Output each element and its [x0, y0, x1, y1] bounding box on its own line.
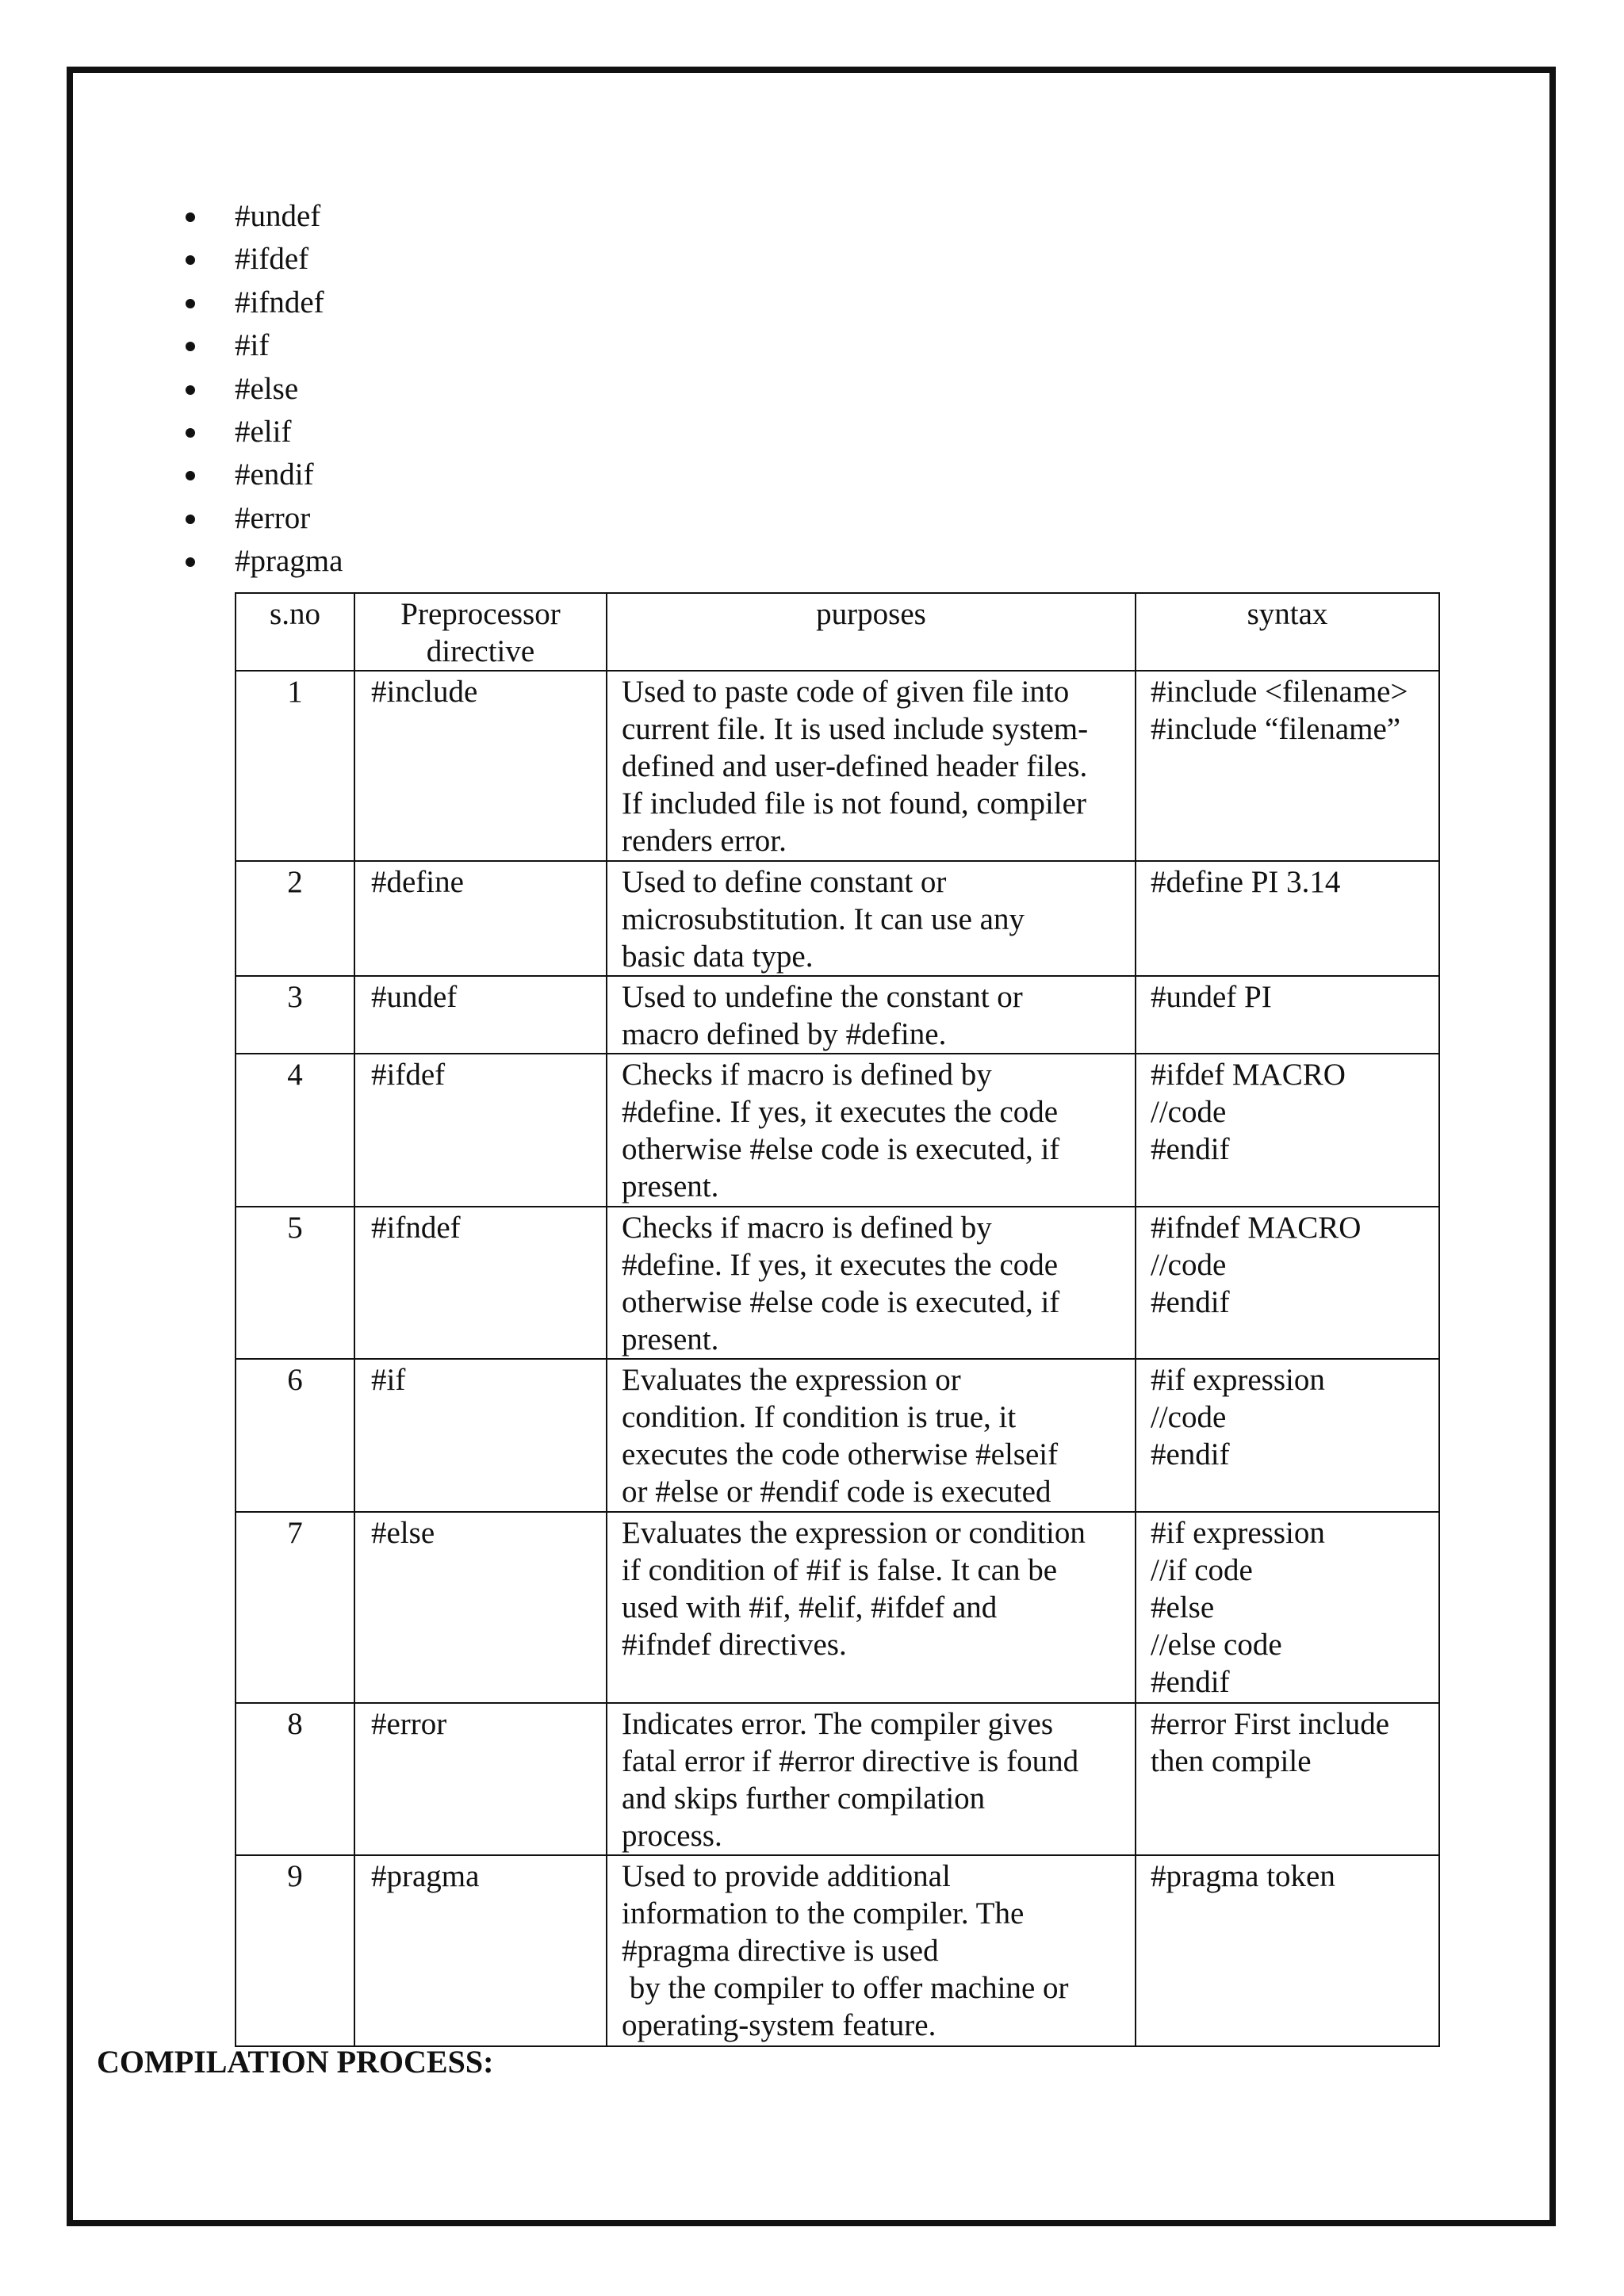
- directive-syntax: [1136, 671, 1439, 861]
- section-heading: COMPILATION PROCESS:: [97, 2044, 494, 2080]
- purpose-line: used with #if, #elif, #ifdef and: [622, 1590, 998, 1624]
- table-row: [236, 1359, 1439, 1512]
- purpose-line: operating-system feature.: [622, 2008, 936, 2042]
- syntax-line: #define PI 3.14: [1151, 865, 1341, 899]
- directive-purpose: [607, 1512, 1136, 1703]
- purpose-line: macro defined by #define.: [622, 1017, 947, 1051]
- syntax-line: #if expression: [1151, 1516, 1325, 1550]
- header-purposes: purposes: [607, 593, 1136, 671]
- table-row: [236, 976, 1439, 1054]
- directive-purpose: [607, 671, 1136, 861]
- syntax-line: //else code: [1151, 1628, 1282, 1662]
- row-number: 4: [236, 1054, 354, 1207]
- header-syntax: syntax: [1136, 593, 1439, 671]
- row-number: 9: [236, 1855, 354, 2046]
- table-body: [236, 671, 1439, 2046]
- directive-purpose: [607, 1703, 1136, 1855]
- table-row: [236, 1512, 1439, 1703]
- purpose-line: Used to undefine the constant or: [622, 980, 1023, 1014]
- syntax-line: #endif: [1151, 1437, 1230, 1471]
- row-number: 6: [236, 1359, 354, 1512]
- list-item: #if: [182, 324, 343, 367]
- directive-name: #include: [354, 671, 607, 861]
- table-header-row: [236, 593, 1439, 671]
- list-item: #else: [182, 368, 343, 411]
- directive-purpose: [607, 861, 1136, 976]
- directive-name: #if: [354, 1359, 607, 1512]
- directive-purpose: [607, 976, 1136, 1054]
- list-item: #undef: [182, 195, 343, 238]
- directive-name: #define: [354, 861, 607, 976]
- syntax-line: #include “filename”: [1151, 712, 1401, 746]
- purpose-line: Indicates error. The compiler gives: [622, 1707, 1054, 1741]
- purpose-line: Evaluates the expression or condition: [622, 1516, 1086, 1550]
- purpose-line: Evaluates the expression or: [622, 1363, 961, 1397]
- purpose-line: information to the compiler. The: [622, 1896, 1025, 1931]
- row-number: 1: [236, 671, 354, 861]
- syntax-line: //if code: [1151, 1553, 1253, 1587]
- list-item: #ifdef: [182, 238, 343, 281]
- directive-name: #error: [354, 1703, 607, 1855]
- purpose-line: #pragma directive is used: [622, 1934, 939, 1968]
- directive-purpose: [607, 1054, 1136, 1207]
- syntax-line: //code: [1151, 1095, 1227, 1129]
- list-item: #elif: [182, 411, 343, 453]
- row-number: 5: [236, 1207, 354, 1359]
- syntax-line: #undef PI: [1151, 980, 1272, 1014]
- purpose-line: current file. It is used include system-: [622, 712, 1089, 746]
- purpose-line: condition. If condition is true, it: [622, 1400, 1017, 1434]
- directive-syntax: [1136, 1207, 1439, 1359]
- purpose-line: #ifndef directives.: [622, 1628, 847, 1662]
- purpose-line: or #else or #endif code is executed: [622, 1475, 1051, 1509]
- directive-name: #undef: [354, 976, 607, 1054]
- purpose-line: if condition of #if is false. It can be: [622, 1553, 1058, 1587]
- purpose-line: Checks if macro is defined by: [622, 1058, 992, 1092]
- directive-syntax: [1136, 1512, 1439, 1703]
- purpose-line: otherwise #else code is executed, if: [622, 1132, 1060, 1166]
- syntax-line: #ifndef MACRO: [1151, 1211, 1362, 1245]
- directive-syntax: [1136, 1855, 1439, 2046]
- syntax-line: #if expression: [1151, 1363, 1325, 1397]
- table-row: [236, 861, 1439, 976]
- purpose-line: microsubstitution. It can use any: [622, 902, 1025, 936]
- purpose-line: present.: [622, 1322, 719, 1357]
- syntax-line: #include <filename>: [1151, 675, 1408, 709]
- list-item: #ifndef: [182, 281, 343, 324]
- syntax-line: #error First include: [1151, 1707, 1390, 1741]
- directive-purpose: [607, 1855, 1136, 2046]
- directive-syntax: [1136, 861, 1439, 976]
- directive-syntax: [1136, 1359, 1439, 1512]
- purpose-line: If included file is not found, compiler: [622, 786, 1086, 821]
- purpose-line: by the compiler to offer machine or: [622, 1971, 1069, 2005]
- purpose-line: and skips further compilation: [622, 1781, 986, 1816]
- purpose-line: fatal error if #error directive is found: [622, 1744, 1079, 1778]
- table-row: [236, 1703, 1439, 1855]
- purpose-line: #define. If yes, it executes the code: [622, 1248, 1059, 1282]
- row-number: 7: [236, 1512, 354, 1703]
- header-directive: Preprocessor directive: [354, 593, 607, 671]
- purpose-line: basic data type.: [622, 939, 814, 974]
- purpose-line: defined and user-defined header files.: [622, 749, 1088, 783]
- directive-bullet-list: [182, 195, 343, 584]
- purpose-line: Used to paste code of given file into: [622, 675, 1070, 709]
- syntax-line: //code: [1151, 1400, 1227, 1434]
- syntax-line: #pragma token: [1151, 1859, 1335, 1893]
- directive-purpose: [607, 1359, 1136, 1512]
- purpose-line: otherwise #else code is executed, if: [622, 1285, 1060, 1319]
- row-number: 8: [236, 1703, 354, 1855]
- preprocessor-directives-table: [235, 592, 1440, 2047]
- syntax-line: //code: [1151, 1248, 1227, 1282]
- syntax-line: then compile: [1151, 1744, 1312, 1778]
- directive-name: #ifndef: [354, 1207, 607, 1359]
- row-number: 3: [236, 976, 354, 1054]
- purpose-line: Checks if macro is defined by: [622, 1211, 992, 1245]
- directive-name: #ifdef: [354, 1054, 607, 1207]
- purpose-line: Used to define constant or: [622, 865, 947, 899]
- purpose-line: executes the code otherwise #elseif: [622, 1437, 1059, 1471]
- directive-purpose: [607, 1207, 1136, 1359]
- table-row: [236, 671, 1439, 861]
- row-number: 2: [236, 861, 354, 976]
- list-item: #pragma: [182, 540, 343, 583]
- purpose-line: process.: [622, 1819, 722, 1853]
- syntax-line: #endif: [1151, 1665, 1230, 1699]
- list-item: #error: [182, 497, 343, 540]
- syntax-line: #ifdef MACRO: [1151, 1058, 1346, 1092]
- purpose-line: Used to provide additional: [622, 1859, 951, 1893]
- syntax-line: #endif: [1151, 1285, 1230, 1319]
- table-row: [236, 1207, 1439, 1359]
- directive-syntax: [1136, 1054, 1439, 1207]
- directive-syntax: [1136, 1703, 1439, 1855]
- table-row: [236, 1054, 1439, 1207]
- directive-name: #pragma: [354, 1855, 607, 2046]
- table-row: [236, 1855, 1439, 2046]
- syntax-line: #else: [1151, 1590, 1215, 1624]
- purpose-line: renders error.: [622, 824, 787, 858]
- directive-name: #else: [354, 1512, 607, 1703]
- header-sno: s.no: [236, 593, 354, 671]
- purpose-line: #define. If yes, it executes the code: [622, 1095, 1059, 1129]
- syntax-line: #endif: [1151, 1132, 1230, 1166]
- directive-syntax: [1136, 976, 1439, 1054]
- purpose-line: present.: [622, 1169, 719, 1203]
- list-item: #endif: [182, 453, 343, 496]
